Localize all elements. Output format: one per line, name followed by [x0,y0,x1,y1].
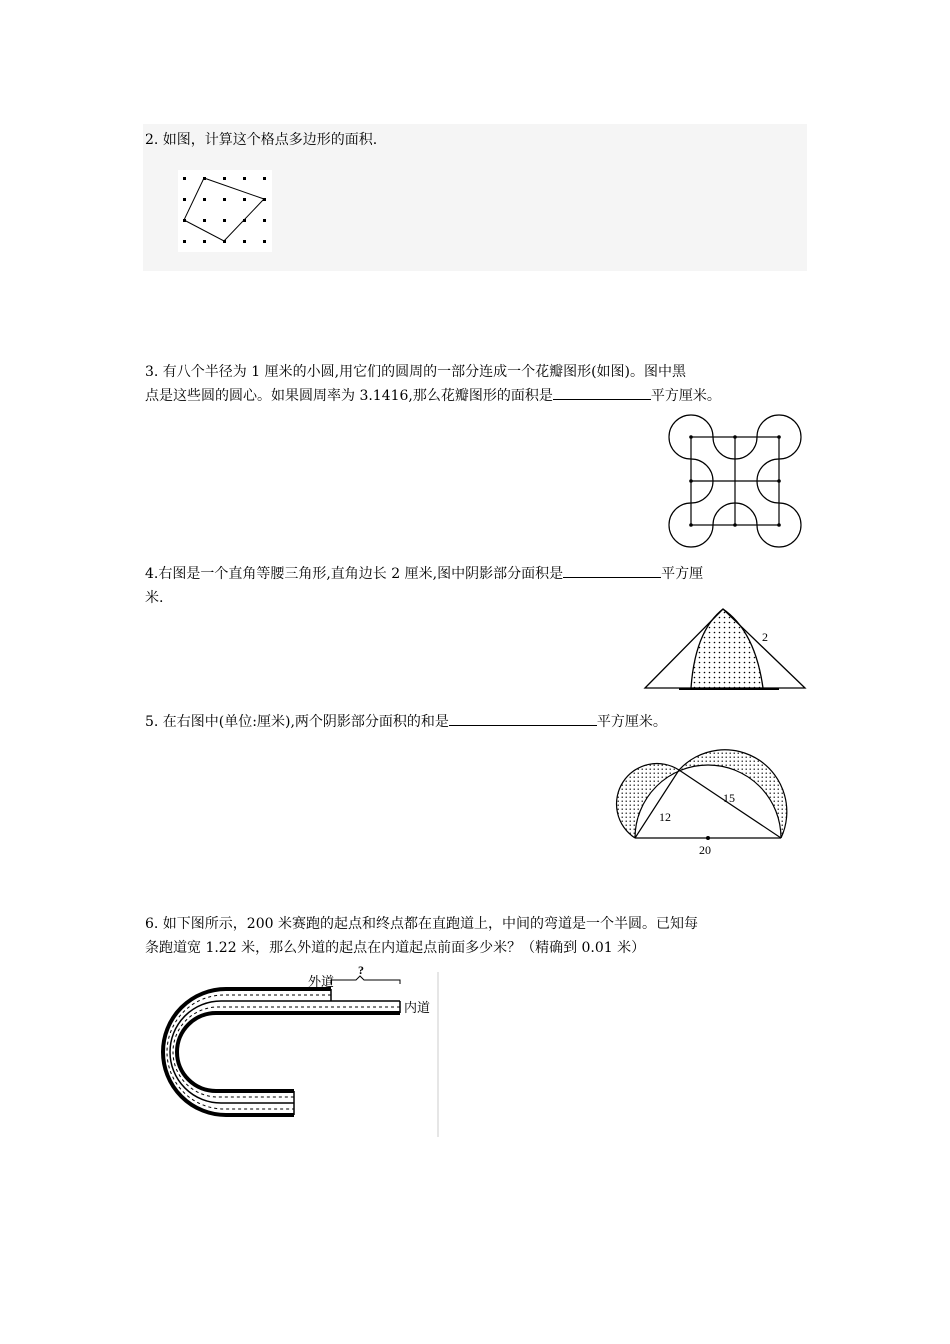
q6-line2: 条跑道宽 1.22 米，那么外道的起点在内道起点前面多少米？（精确到 0.01 米） [145,940,646,956]
q5-line1-text: 5. 在右图中(单位:厘米),两个阴影部分面积的和是 [145,714,449,730]
q4-line2: 米. [145,590,164,606]
q6-line1: 6. 如下图所示，200 米赛跑的起点和终点都在直跑道上，中间的弯道是一个半圆。已知每 [145,916,698,932]
q3-petal-figure [668,414,803,549]
q2-text: 2. 如图，计算这个格点多边形的面积. [145,132,378,148]
q3-line2-unit: 平方厘米。 [650,388,721,404]
q5-line1 [145,710,667,734]
q5-label-20: 20 [699,843,711,857]
q5-label-15: 15 [723,791,735,805]
q3-line1: 3. 有八个半径为 1 厘米的小圆,用它们的圆周的一部分连成一个花瓣图形(如图)。图中黑 [145,364,686,380]
q2-lattice-figure [178,170,272,252]
q3-line2 [145,384,721,408]
q3-line2-text: 点是这些圆的圆心。如果圆周率为 3.1416,那么花瓣图形的面积是 [145,388,553,404]
q5-semicircle-figure [613,740,803,858]
q6-question-label: ? [358,963,364,977]
q4-answer-blank [563,563,661,578]
q3-answer-blank [553,385,651,400]
q4-line1-unit: 平方厘 [661,566,704,582]
q6-track-figure [146,963,441,1137]
q6-inner-label: 内道 [404,1001,431,1016]
q5-answer-blank [449,711,597,726]
q4-line1-text: 4.右图是一个直角等腰三角形,直角边长 2 厘米,图中阴影部分面积是 [145,566,564,582]
q4-side-label: 2 [762,630,768,644]
q5-line1-unit: 平方厘米。 [596,714,667,730]
q4-line1 [145,562,703,586]
q5-label-12: 12 [659,810,671,824]
q6-outer-label: 外道 [308,975,335,990]
q4-triangle-figure [643,606,808,694]
